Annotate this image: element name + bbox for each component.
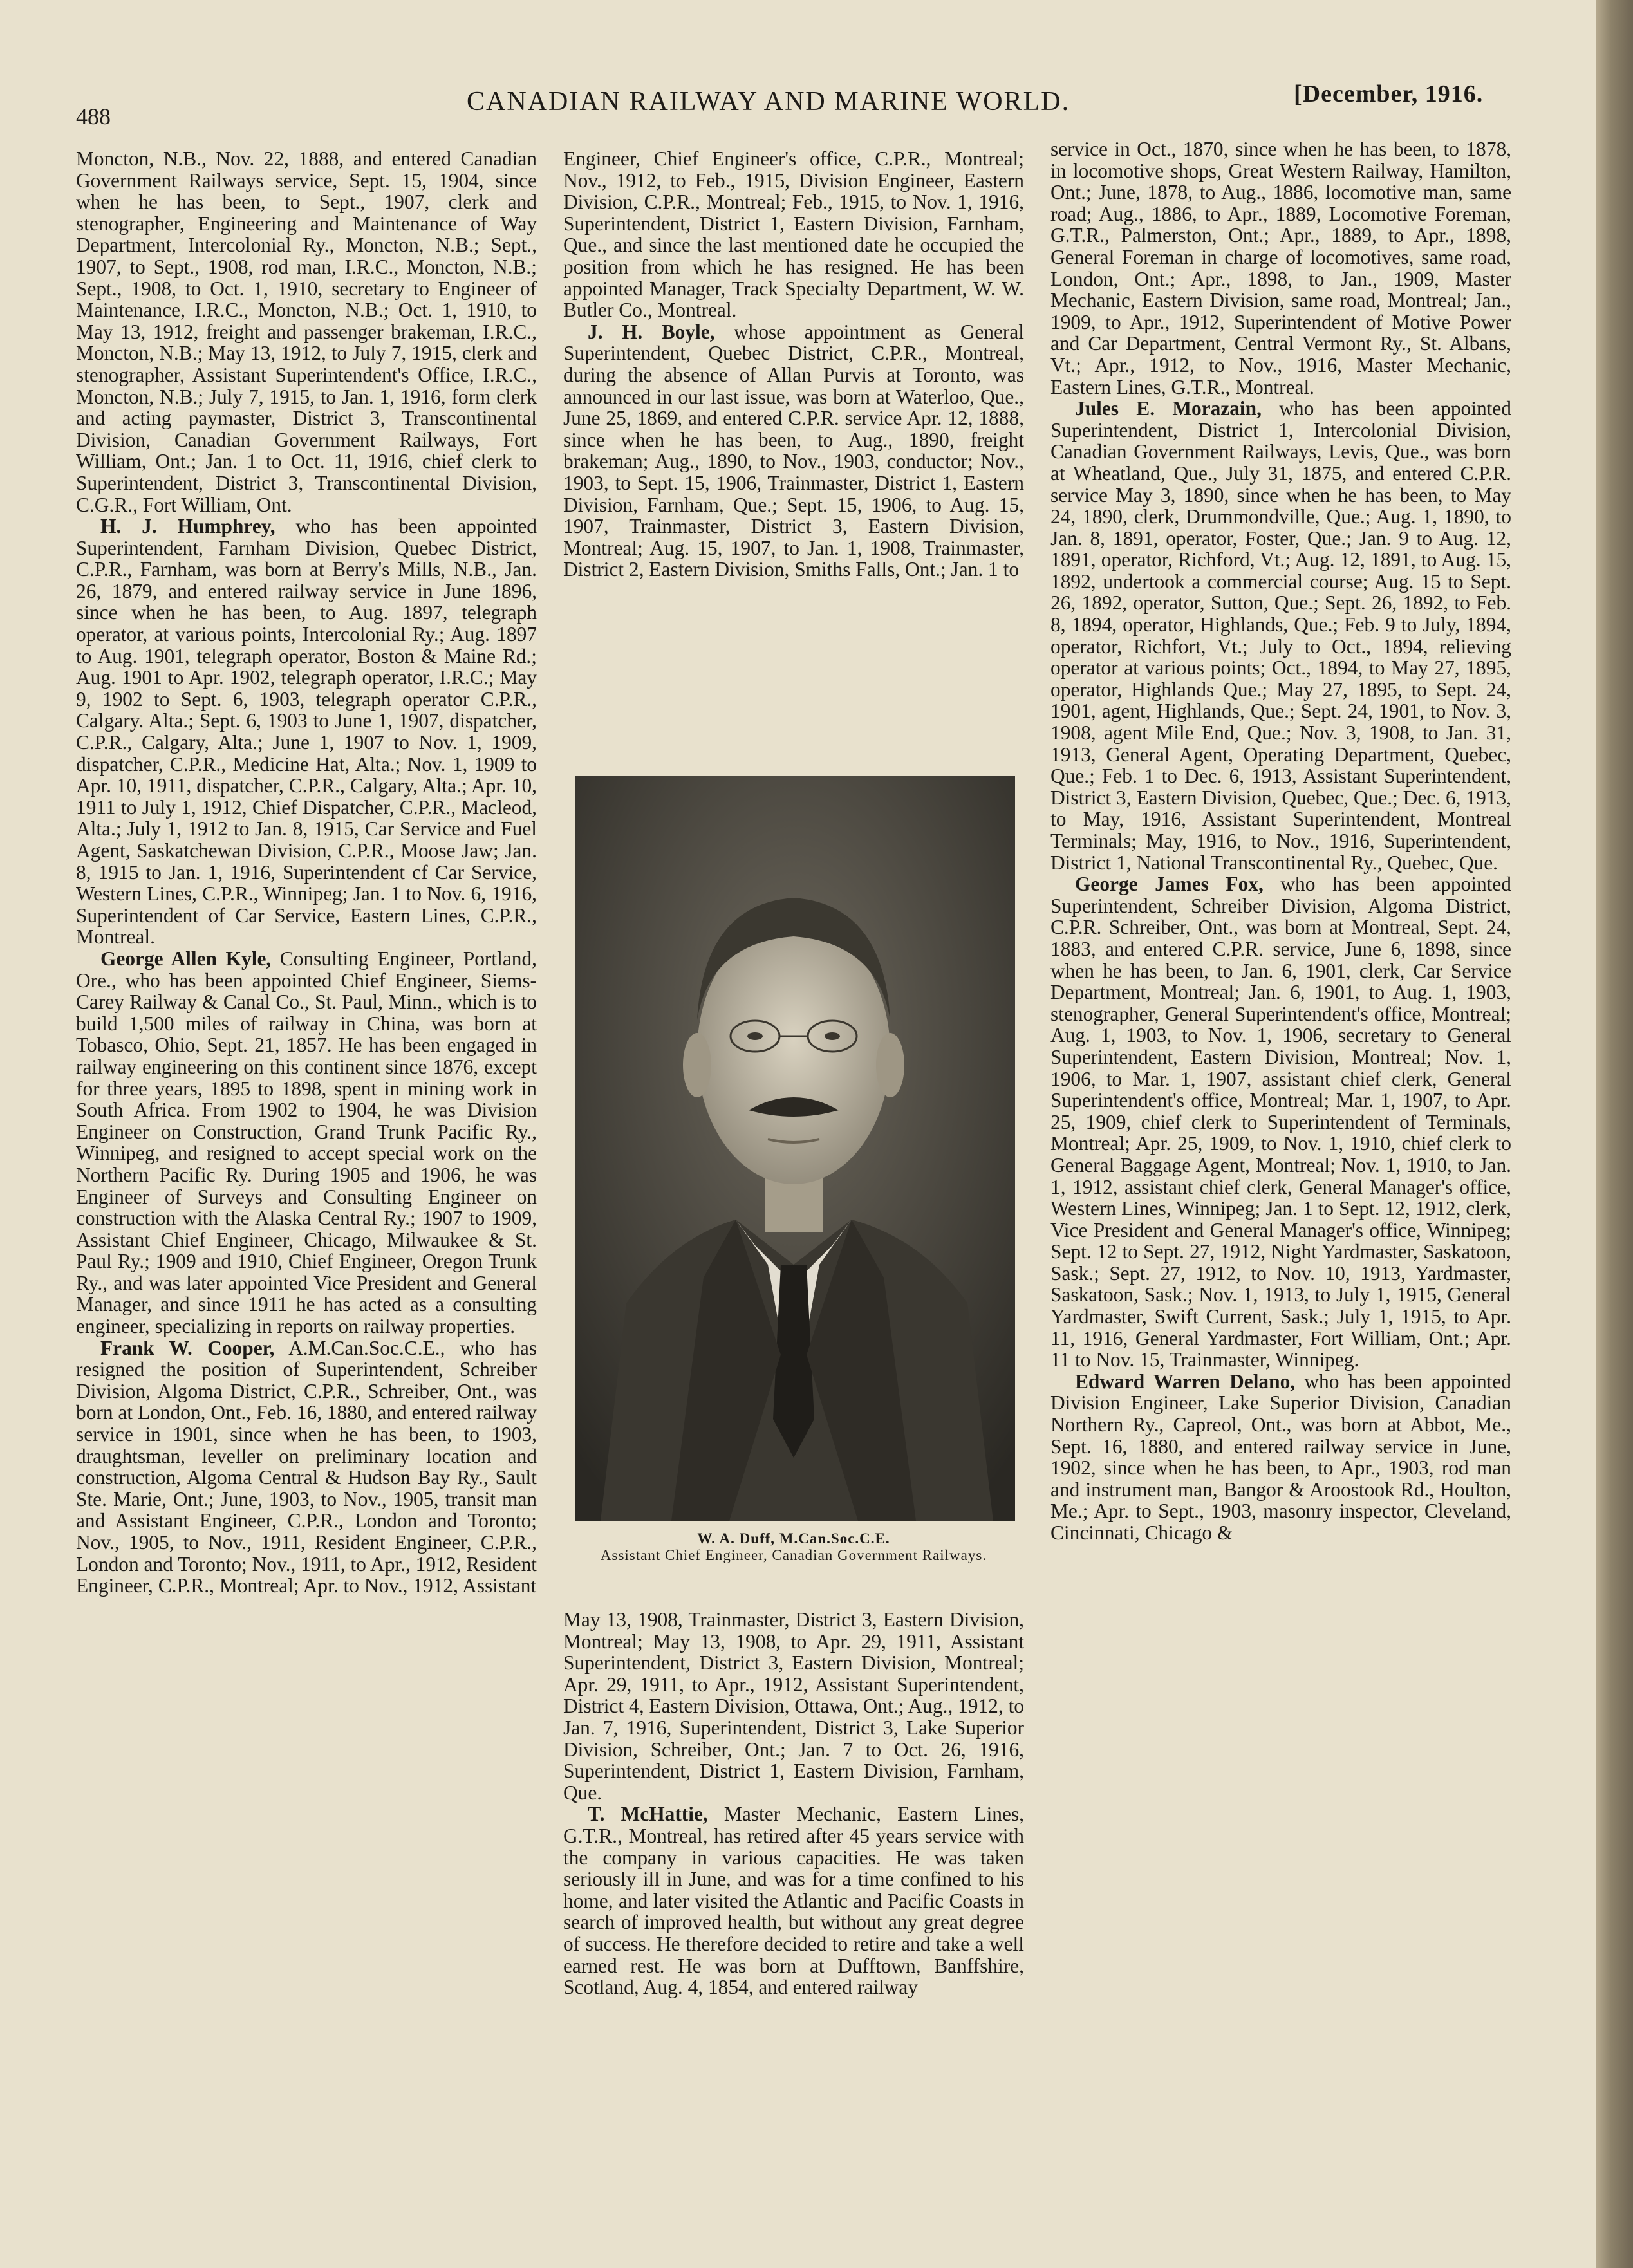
paragraph: Moncton, N.B., Nov. 22, 1888, and entered Canadian Government Railways service, Sept. 15, 1904, since when he has been, to Sept., 1907, clerk and stenographer, Engineering and Maintenance of Way Department, Intercolonial Ry., Moncton, N.B.; Sept., 1907, to Sept., 1908, rod man, I.R.C., Moncton, N.B.; Sept., 1908, to Oct. 1, 1910, secretary to Engineer of Maintenance, I.R.C., Moncton, N.B.; Oct. 1, 1910, to May 13, 1912, freight and passenger brakeman, I.R.C., Moncton, N.B.; May 13, 1912, to July 7, 1915, clerk and stenographer, Assistant Superintendent's Office, I.R.C., Moncton, N.B.; July 7, 1915, to Jan. 1, 1916, form clerk and acting paymaster, District 3, Transcontinental Division, Canadian Government Railways, Fort William, Ont.; Jan. 1 to Oct. 11, 1916, chief clerk to Superintendent, District 3, Transcontinental Division, C.G.R., Fort William, Ont. (76, 148, 537, 516)
issue-date: [December, 1916. (1294, 80, 1484, 107)
portrait-image (575, 776, 1015, 1521)
person-name: Jules E. Morazain, (1075, 397, 1262, 420)
column-middle-top (563, 148, 1024, 759)
paragraph (76, 948, 537, 1337)
column-left (76, 148, 537, 2185)
person-name: George Allen Kyle, (100, 947, 272, 970)
paragraph: service in Oct., 1870, since when he has been, to 1878, in locomotive shops, Great Western Railway, Hamilton, Ont.; June, 1878, to Aug., 1886, locomotive man, same road; Aug., 1886, to Apr., 1889, Locomotive Foreman, G.T.R., Palmerston, Ont.; Apr., 1889, to Apr., 1898, General Foreman in charge of locomotives, same road, London, Ont.; Apr., 1898, to Jan., 1909, Master Mechanic, Eastern Division, same road, Montreal; Jan., 1909, to Apr., 1912, Superintendent of Motive Power and Car Department, Central Vermont Ry., St. Albans, Vt.; Apr., 1912, to Nov., 1916, Master Mechanic, Eastern Lines, G.T.R., Montreal. (1050, 138, 1511, 398)
paragraph-text: Master Mechanic, Eastern Lines, G.T.R., Montreal, has retired after 45 years service with the company in various capacities. He was taken seriously ill in June, and was for a time confined to his home, and later visited the Atlantic and Pacific Coasts in search of improved health, but without any great degree of success. He therefore decided to retire and take a well earned rest. He was born at Dufftown, Banffshire, Scotland, Aug. 4, 1854, and entered railway (563, 1803, 1024, 1999)
paragraph-text: A.M.Can.Soc.C.E., who has resigned the position of Superintendent, Schreiber Division, Algoma District, C.P.R., Schreiber, Ont., was born at London, Ont., Feb. 16, 1880, and entered railway service in 1901, since when he has been, to 1903, draughtsman, leveller on preliminary location and construction, Algoma Central & Hudson Bay Ry., Sault Ste. Marie, Ont.; June, 1903, to Nov., 1905, transit man and Assistant Engineer, C.P.R., London and Toronto; Nov., 1905, to Nov., 1911, Resident Engineer, C.P.R., London and Toronto; Nov., 1911, to Apr., 1912, Resident Engineer, C.P.R., Montreal; Apr. to Nov., 1912, Assistant (76, 1336, 537, 1597)
paragraph-text: who has been appointed Superintendent, Schreiber Division, Algoma District, C.P.R. Schreiber, Ont., was born at Montreal, Sept. 24, 1883, and entered C.P.R. service, June 6, 1898, since when he has been, to Jan. 6, 1901, clerk, Car Service Department, Montreal; Jan. 6, 1901, to Aug. 1, 1903, stenographer, General Superintendent's office, Montreal; Aug. 1, 1903, to Nov. 1, 1906, secretary to General Superintendent, Eastern Division, Montreal; Nov. 1, 1906, to Mar. 1, 1907, assistant chief clerk, General Superintendent's office, Montreal; Mar. 1, 1907, to Apr. 25, 1909, chief clerk to Superintendent of Terminals, Montreal; Apr. 25, 1909, to Nov. 1, 1910, chief clerk to General Baggage Agent, Montreal; Nov. 1, 1910, to Jan. 1, 1912, assistant chief clerk, General Manager's office, Western Lines, Winnipeg; Jan. 1 to Sept. 12, 1912, clerk, Vice President and General Manager's office, Winnipeg; Sept. 12 to Sept. 27, 1912, Night Yardmaster, Saskatoon, Sask.; Sept. 27, 1912, to Nov. 10, 1913, Yardmaster, Saskatoon, Sask.; Nov. 1, 1913, to July 1, 1915, General Yardmaster, Swift Current, Sask.; July 1, 1915, to Apr. 11, 1916, General Yardmaster, Fort William, Ont.; Apr. 11 to Nov. 15, Trainmaster, Winnipeg. (1050, 873, 1511, 1371)
person-name: J. H. Boyle, (588, 320, 715, 343)
photo-caption (563, 1530, 1024, 1564)
paragraph-text: who has been appointed Superintendent, Farnham Division, Quebec District, C.P.R., Farnham, was born at Berry's Mills, N.B., Jan. 26, 1879, and entered railway service in June 1896, since when he has been, to Aug. 1897, telegraph operator, at various points, Intercolonial Ry.; Aug. 1897 to Aug. 1901, telegraph operator, Boston & Maine Rd.; Aug. 1901 to Apr. 1902, telegraph operator, I.R.C.; May 9, 1902 to Sept. 6, 1903, telegraph operator C.P.R., Calgary. Alta.; Sept. 6, 1903 to June 1, 1907, dispatcher, C.P.R., Calgary, Alta.; June 1, 1907 to Nov. 1, 1909, dispatcher, C.P.R., Medicine Hat, Alta.; Nov. 1, 1909 to Apr. 10, 1911, dispatcher, C.P.R., Calgary, Alta.; Apr. 10, 1911 to July 1, 1912, Chief Dispatcher, C.P.R., Macleod, Alta.; July 1, 1912 to Jan. 8, 1915, Car Service and Fuel Agent, Saskatchewan Division, C.P.R., Moose Jaw; Jan. 8, 1915 to Jan. 1, 1916, Superintendent cf Car Service, Western Lines, C.P.R., Winnipeg; Jan. 1 to Nov. 6, 1916, Superintendent of Car Service, Eastern Lines, C.P.R., Montreal. (76, 515, 537, 949)
person-name: Edward Warren Delano, (1075, 1370, 1296, 1393)
paragraph: Engineer, Chief Engineer's office, C.P.R., Montreal; Nov., 1912, to Feb., 1915, Division Engineer, Eastern Division, C.P.R., Montreal; Feb., 1915, to Nov. 1, 1916, Superintendent, District 1, Eastern Division, Farnham, Que., and since the last mentioned date he occupied the position from which he has resigned. He has been appointed Manager, Track Specialty Department, W. W. Butler Co., Montreal. (563, 148, 1024, 322)
paragraph (76, 516, 537, 948)
paragraph-text: Consulting Engineer, Portland, Ore., who has been appointed Chief Engineer, Siems-Carey Railway & Canal Co., St. Paul, Minn., which is to build 1,500 miles of railway in China, was born at Tobasco, Ohio, Sept. 21, 1857. He has been engaged in railway engineering on this continent since 1876, except for three years, 1895 to 1898, spent in mining work in South Africa. From 1902 to 1904, he was Division Engineer on Construction, Grand Trunk Pacific Ry., Winnipeg, and resigned to accept special work on the Northern Pacific Ry. During 1905 and 1906, he was Engineer of Surveys and Consulting Engineer on construction with the Alaska Central Ry.; 1907 to 1909, Assistant Chief Engineer, Chicago, Milwaukee & St. Paul Ry.; 1909 and 1910, Chief Engineer, Oregon Trunk Ry., and was later appointed Vice President and General Manager, and since 1911 he has acted as a consulting engineer, specializing in reports on railway properties. (76, 947, 537, 1338)
paragraph (563, 321, 1024, 581)
running-title: CANADIAN RAILWAY AND MARINE WORLD. (467, 87, 1070, 116)
page-header (0, 77, 1596, 129)
column-right (1050, 138, 1511, 2185)
person-name: George James Fox, (1075, 873, 1264, 896)
paragraph (1050, 1371, 1511, 1544)
paragraph (1050, 873, 1511, 1371)
page-edge (1596, 0, 1633, 2268)
paragraph-text: who has been appointed Superintendent, District 1, Intercolonial Division, Canadian Government Railways, Levis, Que., was born at Wheatland, Que., July 31, 1875, and entered C.P.R. service May 3, 1890, since when he has been, to May 24, 1890, clerk, Drummondville, Que.; Aug. 1, 1890, to Jan. 8, 1891, operator, Foster, Que.; Jan. 9 to Aug. 12, 1891, operator, Richford, Vt.; Aug. 12, 1891, to Aug. 15, 1892, undertook a commercial course; Aug. 15 to Sept. 26, 1892, operator, Sutton, Que.; Sept. 26, 1892, to Feb. 8, 1894, operator, Highlands, Que.; Feb. 9 to July, 1894, operator, Richfort, Vt.; July to Oct., 1894, relieving operator at various points; Oct., 1894, to May 27, 1895, operator, Highlands Que.; May 27, 1895, to Sept. 24, 1901, agent, Highlands, Que.; Sept. 24, 1901, to Nov. 3, 1908, agent Mile End, Que.; Nov. 3, 1908, to Jan. 31, 1913, General Agent, Operating Department, Quebec, Que.; Feb. 1 to Dec. 6, 1913, Assistant Superintendent, District 3, Eastern Division, Quebec, Que.; Dec. 6, 1913, to May, 1916, Assistant Superintendent, Montreal Terminals; May, 1916, to Nov., 1916, Superintendent, District 1, National Transcontinental Ry., Quebec, Que. (1050, 397, 1511, 874)
caption-title: Assistant Chief Engineer, Canadian Government Railways. (600, 1547, 987, 1563)
person-name: H. J. Humphrey, (100, 515, 275, 538)
caption-name: W. A. Duff, M.Can.Soc.C.E. (697, 1530, 890, 1547)
portrait-photo (575, 776, 1015, 1521)
paragraph-text: whose appointment as General Superintendent, Quebec District, C.P.R., Montreal, during the absence of Allan Purvis at Toronto, was announced in our last issue, was born at Waterloo, Que., June 25, 1869, and entered C.P.R. service Apr. 12, 1888, since when he has been, to Aug., 1890, freight brakeman; Aug., 1890, to Nov., 1903, conductor; Nov., 1903, to Sept. 15, 1906, Trainmaster, District 1, Eastern Division, Farnham, Que.; Sept. 15, 1906, to Aug. 15, 1907, Trainmaster, District 3, Eastern Division, Montreal; Aug. 15, 1907, to Jan. 1, 1908, Trainmaster, District 2, Eastern Division, Smiths Falls, Ont.; Jan. 1 to (563, 320, 1024, 581)
column-middle-bottom (563, 1609, 1024, 2188)
paragraph (1050, 398, 1511, 873)
paragraph (76, 1337, 537, 1597)
person-name: T. McHattie, (588, 1803, 708, 1826)
page-number: 488 (76, 104, 111, 129)
paragraph-text: who has been appointed Division Engineer, Lake Superior Division, Canadian Northern Ry., Capreol, Ont., was born at Abbot, Me., Sept. 16, 1880, and entered railway service in June, 1902, since when he has been, to Apr., 1903, rod man and instrument man, Bangor & Aroostook Rd., Houlton, Me.; Apr. to Sept., 1903, masonry inspector, Cleveland, Cincinnati, Chicago & (1050, 1370, 1511, 1544)
paragraph (563, 1803, 1024, 1998)
person-name: Frank W. Cooper, (100, 1336, 275, 1359)
paragraph: May 13, 1908, Trainmaster, District 3, Eastern Division, Montreal; May 13, 1908, to Apr. 29, 1911, Assistant Superintendent, District 3, Eastern Division, Montreal; Apr. 29, 1911, to Apr., 1912, Assistant Superintendent, District 4, Eastern Division, Ottawa, Ont.; Aug., 1912, to Jan. 7, 1916, Superintendent, District 3, Lake Superior Division, Schreiber, Ont.; Jan. 7 to Oct. 26, 1916, Superintendent, District 1, Eastern Division, Farnham, Que. (563, 1609, 1024, 1804)
